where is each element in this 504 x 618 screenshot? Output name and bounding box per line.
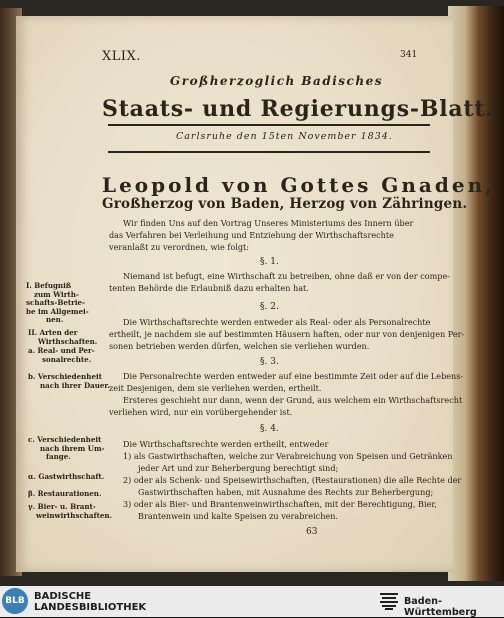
- section-text-line: Die Wirthschaftsrechte werden entweder als Real- oder als Personalrechte: [123, 317, 431, 327]
- state-brand-label[interactable]: Baden-Württemberg: [404, 596, 477, 618]
- masthead-title: Staats- und Regierungs-Blatt.: [102, 96, 494, 122]
- coat-of-arms-icon: [380, 593, 398, 610]
- margin-note: a. Real- und Per- sonalrechte.: [28, 346, 95, 364]
- margin-note: c. Verschiedenheit nach ihrem Um- fange.: [28, 435, 105, 462]
- section-text-line: sonen betrieben werden dürfen, welchen sie verliehen wurden.: [109, 341, 370, 351]
- section-text-line: ertheilt, je nachdem sie auf bestimmten Häusern haften, oder nur von denjenigen Per-: [109, 329, 465, 339]
- section-text-line: 3) oder als Bier- und Brantenweinwirthschaften, mit der Berechtigung, Bier,: [123, 499, 437, 509]
- decree-subheading: Großherzog von Baden, Herzog von Zähringen.: [102, 196, 468, 212]
- blb-logo[interactable]: BLB: [2, 588, 28, 614]
- margin-note: β. Restaurationen.: [28, 489, 102, 498]
- masthead-rule: [108, 124, 430, 126]
- dateline-rule: [108, 151, 430, 153]
- issue-number: XLIX.: [102, 49, 141, 64]
- section-text-line: 1) als Gastwirthschaften, welche zur Verabreichung von Speisen und Getränken: [123, 451, 453, 461]
- section-title: §. 1.: [260, 257, 279, 267]
- footer-bar: [0, 586, 504, 617]
- dateline: Carlsruhe den 15ten November 1834.: [176, 131, 393, 142]
- section-text-line: verliehen wird, nur ein vorübergehender ist.: [109, 407, 293, 417]
- section-title: §. 4.: [260, 424, 279, 434]
- section-text-line: Niemand ist befugt, eine Wirthschaft zu betreiben, ohne daß er von der compe-: [123, 271, 451, 281]
- masthead-line-1: Großherzoglich Badisches: [170, 74, 383, 88]
- section-text-line: Brantenwein und kalte Speisen zu verabreichen.: [138, 511, 339, 521]
- margin-note: I. Befugniß zum Wirth- schafts-Betrie- be im Allgemei- nen.: [26, 281, 89, 325]
- section-title: §. 3.: [260, 357, 279, 367]
- section-text-line: Die Personalrechte werden entweder auf eine bestimmte Zeit oder auf die Lebens-: [123, 371, 464, 381]
- section-title: §. 2.: [260, 302, 279, 312]
- decree-heading: Leopold von Gottes Gnaden,: [102, 173, 496, 197]
- section-text-line: zeit Desjenigen, dem sie verliehen werden, ertheilt.: [109, 383, 322, 393]
- margin-note: b. Verschiedenheit nach ihrer Dauer.: [28, 372, 110, 390]
- margin-note: γ. Bier- u. Brant- weinwirthschaften.: [28, 502, 112, 520]
- intro-line: das Verfahren bei Verleihung und Entziehung der Wirthschaftsrechte: [109, 230, 394, 240]
- section-text-line: Die Wirthschaftsrechte werden ertheilt, entweder: [123, 439, 329, 449]
- margin-note: α. Gastwirthschaft.: [28, 472, 105, 481]
- page-number: 341: [400, 50, 418, 60]
- section-text-line: jeder Art und zur Beherbergung berechtigt sind;: [138, 463, 339, 473]
- signature-mark: 63: [306, 527, 318, 537]
- section-text-line: Gastwirthschaften haben, mit Ausnahme des Rechts zur Beherbergung;: [138, 487, 434, 497]
- book-page-edges: [448, 6, 504, 581]
- section-text-line: 2) oder als Schenk- und Speisewirthschaften, (Restaurationen) die alle Rechte der: [123, 475, 462, 485]
- library-name[interactable]: BADISCHE LANDESBIBLIOTHEK: [34, 591, 147, 613]
- document-page: [16, 16, 496, 572]
- margin-note: II. Arten der Wirthschaften.: [28, 328, 98, 346]
- section-text-line: tenten Behörde die Erlaubniß dazu erhalten hat.: [109, 283, 309, 293]
- intro-line: veranlaßt zu verordnen, wie folgt:: [109, 242, 249, 252]
- intro-line: Wir finden Uns auf den Vortrag Unseres Ministeriums des Innern über: [123, 218, 414, 228]
- section-text-line: Ersteres geschieht nur dann, wenn der Grund, aus welchem ein Wirthschaftsrecht: [123, 395, 463, 405]
